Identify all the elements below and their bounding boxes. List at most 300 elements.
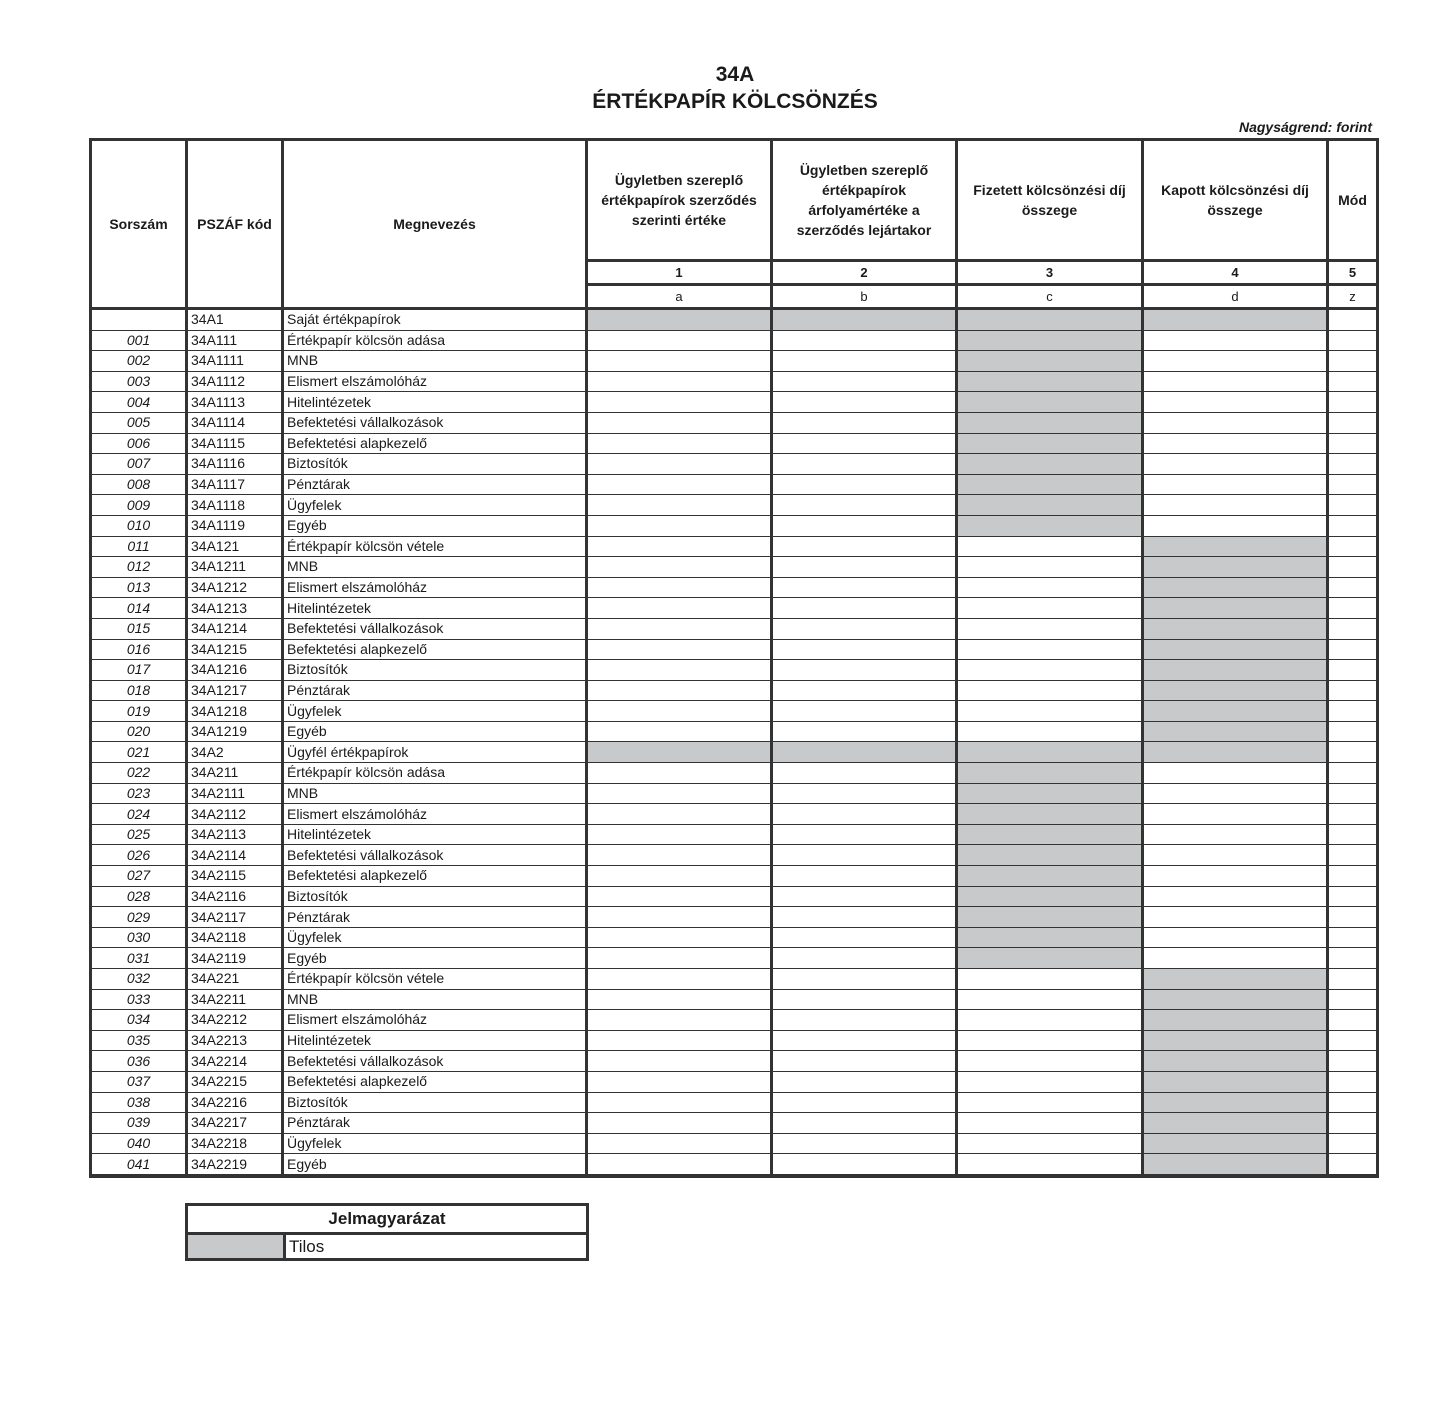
value-cell[interactable] xyxy=(1329,907,1376,928)
value-cell[interactable] xyxy=(773,454,958,475)
value-cell[interactable] xyxy=(773,1072,958,1093)
row-number: 029 xyxy=(92,907,188,928)
value-cell[interactable] xyxy=(1329,1154,1376,1175)
value-cell[interactable] xyxy=(1329,619,1376,640)
forbidden-cell xyxy=(588,310,773,331)
value-cell[interactable] xyxy=(773,784,958,805)
value-cell[interactable] xyxy=(1329,948,1376,969)
value-cell[interactable] xyxy=(773,640,958,661)
value-cell[interactable] xyxy=(588,331,773,352)
forbidden-cell xyxy=(1144,1072,1329,1093)
value-cell[interactable] xyxy=(1329,454,1376,475)
value-cell[interactable] xyxy=(773,516,958,537)
value-cell[interactable] xyxy=(1329,495,1376,516)
table-row xyxy=(92,948,1376,969)
value-cell[interactable] xyxy=(773,619,958,640)
table-row xyxy=(92,722,1376,743)
table-row xyxy=(92,578,1376,599)
value-cell[interactable] xyxy=(588,845,773,866)
value-cell[interactable] xyxy=(773,372,958,393)
value-cell[interactable] xyxy=(773,763,958,784)
value-cell[interactable] xyxy=(773,331,958,352)
forbidden-cell xyxy=(1144,557,1329,578)
legend-item xyxy=(188,1235,586,1258)
column-letter: z xyxy=(1329,286,1376,310)
value-cell[interactable] xyxy=(958,1113,1144,1134)
forbidden-cell xyxy=(958,495,1144,516)
value-cell[interactable] xyxy=(588,866,773,887)
value-cell[interactable] xyxy=(1144,825,1329,846)
row-label: Értékpapír kölcsön adása xyxy=(284,331,588,352)
row-code: 34A2215 xyxy=(188,1072,284,1093)
value-cell[interactable] xyxy=(588,1010,773,1031)
value-cell[interactable] xyxy=(773,660,958,681)
value-cell[interactable] xyxy=(588,784,773,805)
value-cell[interactable] xyxy=(773,495,958,516)
legend-label: Tilos xyxy=(289,1237,325,1256)
value-cell[interactable] xyxy=(1329,516,1376,537)
row-code: 34A2112 xyxy=(188,804,284,825)
row-label: Ügyfelek xyxy=(284,928,588,949)
value-cell[interactable] xyxy=(773,475,958,496)
value-cell[interactable] xyxy=(588,454,773,475)
value-cell[interactable] xyxy=(958,640,1144,661)
forbidden-cell xyxy=(958,351,1144,372)
row-number: 025 xyxy=(92,825,188,846)
forbidden-cell xyxy=(1144,537,1329,558)
table-row xyxy=(92,701,1376,722)
value-cell[interactable] xyxy=(773,804,958,825)
value-cell[interactable] xyxy=(773,351,958,372)
row-label: Hitelintézetek xyxy=(284,1031,588,1052)
value-cell[interactable] xyxy=(958,1072,1144,1093)
value-cell[interactable] xyxy=(958,722,1144,743)
forbidden-cell xyxy=(958,454,1144,475)
row-code: 34A1118 xyxy=(188,495,284,516)
value-cell[interactable] xyxy=(958,578,1144,599)
forbidden-cell xyxy=(958,475,1144,496)
value-cell[interactable] xyxy=(588,578,773,599)
value-cell[interactable] xyxy=(773,1113,958,1134)
value-cell[interactable] xyxy=(588,887,773,908)
value-cell[interactable] xyxy=(1329,557,1376,578)
value-cell[interactable] xyxy=(1329,351,1376,372)
table-row xyxy=(92,598,1376,619)
value-cell[interactable] xyxy=(1329,887,1376,908)
value-cell[interactable] xyxy=(1329,372,1376,393)
forbidden-cell xyxy=(1144,1093,1329,1114)
table-row xyxy=(92,1010,1376,1031)
value-cell[interactable] xyxy=(588,434,773,455)
table-row xyxy=(92,392,1376,413)
row-label: Egyéb xyxy=(284,722,588,743)
forbidden-cell xyxy=(958,392,1144,413)
row-label: Befektetési alapkezelő xyxy=(284,434,588,455)
table-row xyxy=(92,742,1376,763)
table-row xyxy=(92,1031,1376,1052)
row-label: Befektetési alapkezelő xyxy=(284,866,588,887)
value-cell[interactable] xyxy=(773,1010,958,1031)
row-number: 032 xyxy=(92,969,188,990)
value-cell[interactable] xyxy=(588,928,773,949)
row-code: 34A2211 xyxy=(188,990,284,1011)
value-cell[interactable] xyxy=(588,475,773,496)
row-label: Befektetési alapkezelő xyxy=(284,640,588,661)
value-cell[interactable] xyxy=(588,907,773,928)
row-code: 34A2113 xyxy=(188,825,284,846)
row-code: 34A1215 xyxy=(188,640,284,661)
table-row xyxy=(92,619,1376,640)
row-number: 023 xyxy=(92,784,188,805)
value-cell[interactable] xyxy=(958,969,1144,990)
value-cell[interactable] xyxy=(588,681,773,702)
value-cell[interactable] xyxy=(588,1113,773,1134)
row-code: 34A2117 xyxy=(188,907,284,928)
row-number: 039 xyxy=(92,1113,188,1134)
row-code: 34A2111 xyxy=(188,784,284,805)
value-cell[interactable] xyxy=(1329,1093,1376,1114)
row-label: Pénztárak xyxy=(284,907,588,928)
row-number: 006 xyxy=(92,434,188,455)
value-cell[interactable] xyxy=(588,1051,773,1072)
value-cell[interactable] xyxy=(588,969,773,990)
value-cell[interactable] xyxy=(773,1031,958,1052)
column-number: 2 xyxy=(773,262,958,286)
value-cell[interactable] xyxy=(1329,537,1376,558)
table-row xyxy=(92,351,1376,372)
value-cell[interactable] xyxy=(1329,804,1376,825)
value-cell[interactable] xyxy=(1329,660,1376,681)
forbidden-cell xyxy=(958,784,1144,805)
row-number: 016 xyxy=(92,640,188,661)
row-number: 027 xyxy=(92,866,188,887)
value-cell[interactable] xyxy=(1144,784,1329,805)
value-cell[interactable] xyxy=(588,660,773,681)
value-cell[interactable] xyxy=(1329,825,1376,846)
value-cell[interactable] xyxy=(1144,351,1329,372)
value-cell[interactable] xyxy=(773,722,958,743)
value-cell[interactable] xyxy=(958,1031,1144,1052)
forbidden-cell xyxy=(958,742,1144,763)
row-label: Befektetési vállalkozások xyxy=(284,619,588,640)
value-cell[interactable] xyxy=(1329,990,1376,1011)
forbidden-cell xyxy=(1144,969,1329,990)
forbidden-cell xyxy=(958,845,1144,866)
column-letter: b xyxy=(773,286,958,310)
value-cell[interactable] xyxy=(1329,598,1376,619)
row-code: 34A2216 xyxy=(188,1093,284,1114)
value-cell[interactable] xyxy=(773,413,958,434)
table-row xyxy=(92,784,1376,805)
value-cell[interactable] xyxy=(1144,413,1329,434)
value-cell[interactable] xyxy=(588,351,773,372)
value-cell[interactable] xyxy=(1144,887,1329,908)
value-cell[interactable] xyxy=(588,557,773,578)
row-number: 012 xyxy=(92,557,188,578)
value-cell[interactable] xyxy=(773,907,958,928)
unit-note: Nagyságrend: forint xyxy=(1238,119,1372,135)
table-row xyxy=(92,845,1376,866)
row-code: 34A2218 xyxy=(188,1134,284,1155)
column-letter: c xyxy=(958,286,1144,310)
value-cell[interactable] xyxy=(1329,413,1376,434)
value-cell[interactable] xyxy=(588,763,773,784)
value-cell[interactable] xyxy=(1329,928,1376,949)
row-label: Egyéb xyxy=(284,948,588,969)
forbidden-cell xyxy=(1144,619,1329,640)
value-cell[interactable] xyxy=(588,1093,773,1114)
value-cell[interactable] xyxy=(1144,454,1329,475)
value-cell[interactable] xyxy=(958,1134,1144,1155)
value-cell[interactable] xyxy=(958,1010,1144,1031)
value-cell[interactable] xyxy=(588,1031,773,1052)
row-code: 34A2118 xyxy=(188,928,284,949)
value-cell[interactable] xyxy=(773,701,958,722)
row-label: Pénztárak xyxy=(284,681,588,702)
value-cell[interactable] xyxy=(1144,948,1329,969)
table-row xyxy=(92,310,1376,331)
value-cell[interactable] xyxy=(1329,392,1376,413)
value-cell[interactable] xyxy=(773,1134,958,1155)
row-label: Pénztárak xyxy=(284,475,588,496)
value-cell[interactable] xyxy=(773,578,958,599)
column-letter: d xyxy=(1144,286,1329,310)
row-label: Elismert elszámolóház xyxy=(284,578,588,599)
value-cell[interactable] xyxy=(1329,640,1376,661)
table-row xyxy=(92,372,1376,393)
value-cell[interactable] xyxy=(773,1154,958,1175)
row-number: 020 xyxy=(92,722,188,743)
row-code: 34A2219 xyxy=(188,1154,284,1175)
table-row xyxy=(92,516,1376,537)
value-cell[interactable] xyxy=(958,1154,1144,1175)
value-cell[interactable] xyxy=(588,598,773,619)
value-cell[interactable] xyxy=(1329,701,1376,722)
value-cell[interactable] xyxy=(1144,763,1329,784)
value-cell[interactable] xyxy=(1329,578,1376,599)
value-cell[interactable] xyxy=(773,434,958,455)
value-cell[interactable] xyxy=(1329,969,1376,990)
row-number: 037 xyxy=(92,1072,188,1093)
row-label: Biztosítók xyxy=(284,454,588,475)
value-cell[interactable] xyxy=(958,1051,1144,1072)
forbidden-cell xyxy=(1144,990,1329,1011)
header-col-5: Mód xyxy=(1329,141,1376,262)
value-cell[interactable] xyxy=(1144,434,1329,455)
row-label: Értékpapír kölcsön vétele xyxy=(284,969,588,990)
value-cell[interactable] xyxy=(588,640,773,661)
table-row xyxy=(92,475,1376,496)
table-row xyxy=(92,537,1376,558)
value-cell[interactable] xyxy=(773,537,958,558)
value-cell[interactable] xyxy=(1144,928,1329,949)
value-cell[interactable] xyxy=(1144,866,1329,887)
row-label: Pénztárak xyxy=(284,1113,588,1134)
value-cell[interactable] xyxy=(1329,1031,1376,1052)
value-cell[interactable] xyxy=(1329,866,1376,887)
table-row xyxy=(92,434,1376,455)
row-number: 033 xyxy=(92,990,188,1011)
value-cell[interactable] xyxy=(588,1134,773,1155)
row-code: 34A1117 xyxy=(188,475,284,496)
column-number: 3 xyxy=(958,262,1144,286)
value-cell[interactable] xyxy=(588,413,773,434)
value-cell[interactable] xyxy=(958,681,1144,702)
column-letter: a xyxy=(588,286,773,310)
row-code: 34A2217 xyxy=(188,1113,284,1134)
value-cell[interactable] xyxy=(1329,1113,1376,1134)
row-number: 035 xyxy=(92,1031,188,1052)
row-label: Egyéb xyxy=(284,1154,588,1175)
value-cell[interactable] xyxy=(588,990,773,1011)
value-cell[interactable] xyxy=(1329,310,1376,331)
value-cell[interactable] xyxy=(1329,742,1376,763)
row-label: Hitelintézetek xyxy=(284,598,588,619)
forbidden-cell xyxy=(958,310,1144,331)
value-cell[interactable] xyxy=(588,948,773,969)
forbidden-cell xyxy=(958,413,1144,434)
value-cell[interactable] xyxy=(588,722,773,743)
value-cell[interactable] xyxy=(958,660,1144,681)
row-code: 34A2214 xyxy=(188,1051,284,1072)
value-cell[interactable] xyxy=(1329,1010,1376,1031)
row-code: 34A1219 xyxy=(188,722,284,743)
value-cell[interactable] xyxy=(1329,331,1376,352)
row-number: 007 xyxy=(92,454,188,475)
row-number: 030 xyxy=(92,928,188,949)
value-cell[interactable] xyxy=(773,825,958,846)
value-cell[interactable] xyxy=(1329,1051,1376,1072)
row-number: 011 xyxy=(92,537,188,558)
row-label: MNB xyxy=(284,784,588,805)
row-label: MNB xyxy=(284,990,588,1011)
value-cell[interactable] xyxy=(773,969,958,990)
value-cell[interactable] xyxy=(1329,784,1376,805)
value-cell[interactable] xyxy=(958,557,1144,578)
value-cell[interactable] xyxy=(1144,804,1329,825)
value-cell[interactable] xyxy=(588,516,773,537)
value-cell[interactable] xyxy=(958,537,1144,558)
value-cell[interactable] xyxy=(588,804,773,825)
forbidden-cell xyxy=(1144,660,1329,681)
value-cell[interactable] xyxy=(773,928,958,949)
value-cell[interactable] xyxy=(588,619,773,640)
table-row xyxy=(92,990,1376,1011)
value-cell[interactable] xyxy=(773,681,958,702)
row-code: 34A2114 xyxy=(188,845,284,866)
value-cell[interactable] xyxy=(773,1051,958,1072)
header-col-2: Ügyletben szereplő értékpapírok árfolyamértéke a szerződés lejártakor xyxy=(773,141,958,262)
table-row xyxy=(92,640,1376,661)
row-number: 003 xyxy=(92,372,188,393)
form-code: 34A xyxy=(715,63,755,86)
value-cell[interactable] xyxy=(1144,516,1329,537)
value-cell[interactable] xyxy=(773,948,958,969)
value-cell[interactable] xyxy=(588,1072,773,1093)
row-label: MNB xyxy=(284,557,588,578)
row-code: 34A2116 xyxy=(188,887,284,908)
header-col-4: Kapott kölcsönzési díj összege xyxy=(1144,141,1329,262)
value-cell[interactable] xyxy=(1329,722,1376,743)
row-number: 022 xyxy=(92,763,188,784)
value-cell[interactable] xyxy=(1329,1072,1376,1093)
row-code: 34A1114 xyxy=(188,413,284,434)
value-cell[interactable] xyxy=(1144,495,1329,516)
value-cell[interactable] xyxy=(1144,331,1329,352)
forbidden-cell xyxy=(958,331,1144,352)
value-cell[interactable] xyxy=(773,392,958,413)
value-cell[interactable] xyxy=(1144,475,1329,496)
value-cell[interactable] xyxy=(958,990,1144,1011)
forbidden-cell xyxy=(1144,1134,1329,1155)
value-cell[interactable] xyxy=(1329,434,1376,455)
value-cell[interactable] xyxy=(773,557,958,578)
row-number: 018 xyxy=(92,681,188,702)
value-cell[interactable] xyxy=(588,825,773,846)
value-cell[interactable] xyxy=(1144,907,1329,928)
table-row xyxy=(92,660,1376,681)
value-cell[interactable] xyxy=(588,372,773,393)
value-cell[interactable] xyxy=(773,1093,958,1114)
row-code: 34A1 xyxy=(188,310,284,331)
value-cell[interactable] xyxy=(1144,392,1329,413)
value-cell[interactable] xyxy=(1329,1134,1376,1155)
row-number: 002 xyxy=(92,351,188,372)
row-number: 038 xyxy=(92,1093,188,1114)
value-cell[interactable] xyxy=(958,598,1144,619)
column-number: 1 xyxy=(588,262,773,286)
header-row xyxy=(92,141,1376,262)
forbidden-cell xyxy=(958,887,1144,908)
value-cell[interactable] xyxy=(958,701,1144,722)
table-row xyxy=(92,495,1376,516)
row-number: 005 xyxy=(92,413,188,434)
value-cell[interactable] xyxy=(1329,475,1376,496)
value-cell[interactable] xyxy=(773,990,958,1011)
value-cell[interactable] xyxy=(1329,681,1376,702)
row-label: Elismert elszámolóház xyxy=(284,372,588,393)
row-code: 34A2213 xyxy=(188,1031,284,1052)
row-label: Hitelintézetek xyxy=(284,392,588,413)
row-code: 34A2119 xyxy=(188,948,284,969)
value-cell[interactable] xyxy=(1329,845,1376,866)
header-col-3: Fizetett kölcsönzési díj összege xyxy=(958,141,1144,262)
value-cell[interactable] xyxy=(1329,763,1376,784)
row-number: 008 xyxy=(92,475,188,496)
value-cell[interactable] xyxy=(588,537,773,558)
value-cell[interactable] xyxy=(1144,372,1329,393)
value-cell[interactable] xyxy=(958,619,1144,640)
value-cell[interactable] xyxy=(773,887,958,908)
value-cell[interactable] xyxy=(773,866,958,887)
table-row xyxy=(92,763,1376,784)
value-cell[interactable] xyxy=(958,1093,1144,1114)
value-cell[interactable] xyxy=(588,1154,773,1175)
table-row xyxy=(92,1113,1376,1134)
header-megnevezes: Megnevezés xyxy=(284,141,588,310)
value-cell[interactable] xyxy=(588,495,773,516)
value-cell[interactable] xyxy=(1144,845,1329,866)
value-cell[interactable] xyxy=(773,598,958,619)
row-code: 34A1214 xyxy=(188,619,284,640)
table-row xyxy=(92,887,1376,908)
row-code: 34A211 xyxy=(188,763,284,784)
row-code: 34A1116 xyxy=(188,454,284,475)
row-code: 34A111 xyxy=(188,331,284,352)
value-cell[interactable] xyxy=(588,392,773,413)
value-cell[interactable] xyxy=(773,845,958,866)
value-cell[interactable] xyxy=(588,701,773,722)
